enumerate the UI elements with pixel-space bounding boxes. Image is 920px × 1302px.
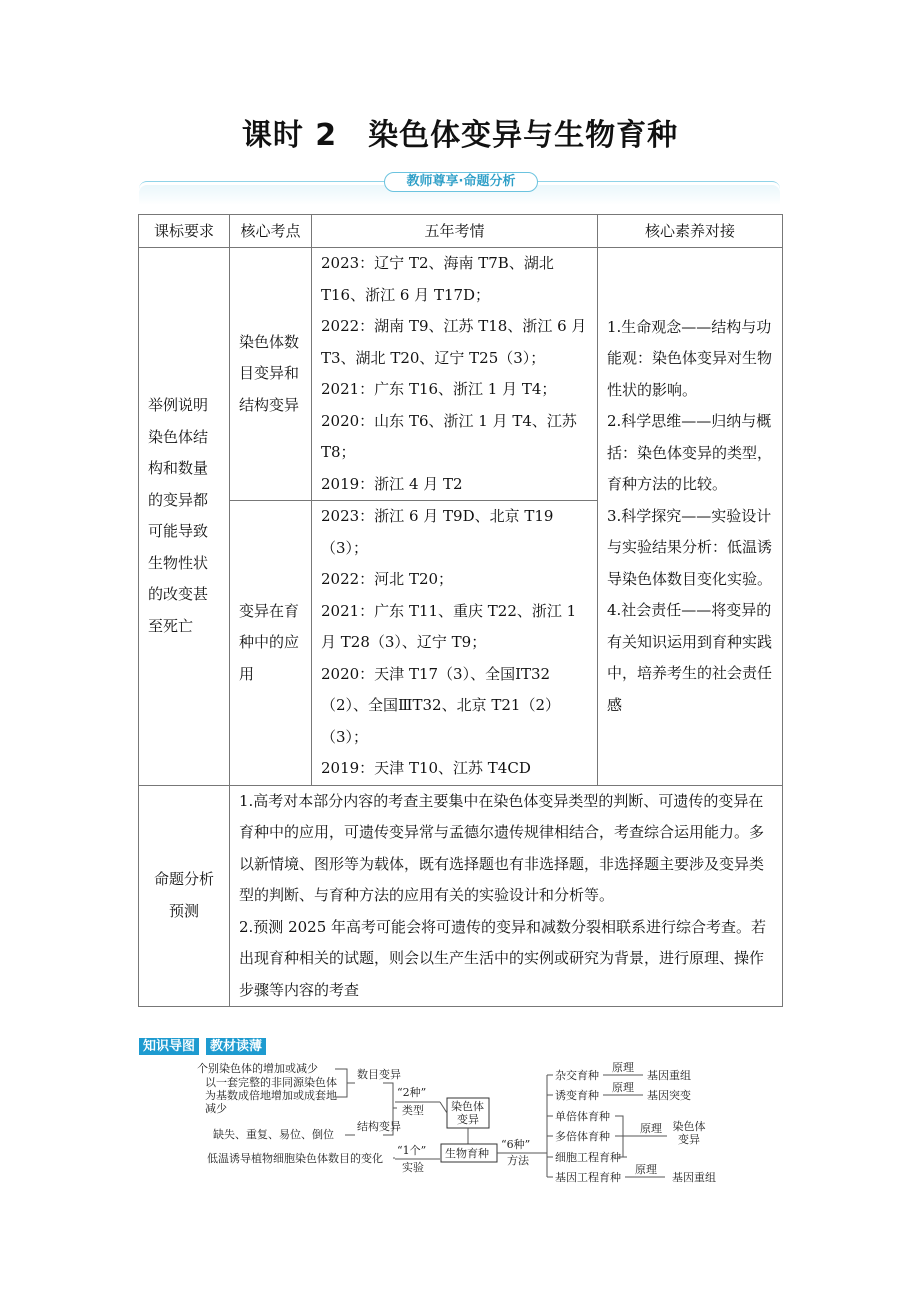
types-label: 类型 — [402, 1104, 424, 1117]
one-exp: “1个” — [397, 1144, 427, 1157]
tag-textbook: 教材读薄 — [206, 1038, 266, 1055]
exams-cell — [312, 501, 598, 786]
method-item: 杂交育种 — [555, 1069, 599, 1082]
banner-label: 教师尊享·命题分析 — [384, 172, 538, 192]
analysis-table — [138, 214, 783, 1007]
left-item: 缺失、重复、易位、倒位 — [213, 1128, 334, 1141]
header-exams: 五年考情 — [312, 215, 598, 248]
left-item-wrap — [205, 1076, 345, 1126]
left-item: 以一套完整的非同源染色体为基数成倍地增加或成套地减少 — [205, 1076, 337, 1115]
forecast-label: 命题分析预测 — [139, 785, 230, 1007]
method-item: 诱变育种 — [555, 1089, 599, 1102]
method-item: 细胞工程育种 — [555, 1151, 621, 1164]
six-kinds: “6种” — [501, 1138, 531, 1151]
mind-map — [195, 1060, 735, 1190]
literacy-item: 3.科学探究——实验设计与实验结果分析：低温诱导染色体数目变化实验。 — [607, 506, 773, 588]
breeding-label: 生物育种 — [445, 1147, 489, 1160]
forecast-cell — [230, 785, 783, 1007]
principle-value: 基因重组 — [672, 1171, 716, 1184]
connector — [440, 1102, 447, 1113]
principle-label: 原理 — [612, 1061, 634, 1074]
literacy-item: 1.生命观念——结构与功能观：染色体变异对生物性状的影响。 — [607, 317, 773, 399]
literacy-cell — [598, 248, 783, 786]
exam-line: 2020：山东 T6、浙江 1 月 T4、江苏 T8； — [321, 411, 577, 461]
page-title: 课时 2 染色体变异与生物育种 — [241, 118, 679, 153]
tag-knowledge-map: 知识导图 — [139, 1038, 199, 1055]
principle-label: 原理 — [635, 1163, 657, 1176]
forecast-item: 2.预测 2025 年高考可能会将可遗传的变异和减数分裂相联系进行综合考查。若出现育种相关的试题，则会以生产生活中的实例或研究为背景，进行原理、操作步骤等内容的考查 — [239, 917, 767, 999]
method-item: 多倍体育种 — [555, 1130, 610, 1143]
exp-label: 实验 — [402, 1161, 424, 1174]
header-topic: 核心考点 — [230, 215, 312, 248]
requirement-cell: 举例说明染色体结构和数量的变异都可能导致生物性状的改变甚至死亡 — [139, 248, 230, 786]
method-item: 单倍体育种 — [555, 1110, 610, 1123]
principle-label: 原理 — [640, 1122, 662, 1135]
methods-label: 方法 — [507, 1154, 529, 1167]
exam-line: 2022：河北 T20； — [321, 570, 454, 588]
exam-line: 2019：天津 T10、江苏 T4CD — [321, 759, 531, 777]
topic-cell: 变异在育种中的应用 — [230, 501, 312, 786]
header-literacy: 核心素养对接 — [598, 215, 783, 248]
exams-cell — [312, 248, 598, 501]
exam-line: 2023：辽宁 T2、海南 T7B、湖北 T16、浙江 6 月 T17D； — [321, 254, 554, 304]
literacy-item: 2.科学思维——归纳与概括：染色体变异的类型，育种方法的比较。 — [607, 412, 773, 493]
exam-line: 2020：天津 T17（3）、全国ⅠT32（2）、全国ⅢT32、北京 T21（2）（3）； — [321, 664, 561, 746]
exam-line: 2019：浙江 4 月 T2 — [321, 474, 463, 493]
principle-value: 染色体变异 — [672, 1120, 706, 1146]
connector — [547, 1075, 553, 1177]
exam-line: 2021：广东 T16、浙江 1 月 T4； — [321, 380, 557, 398]
principle-value: 基因突变 — [647, 1089, 691, 1102]
header-requirement: 课标要求 — [139, 215, 230, 248]
principle-value-wrap — [669, 1120, 709, 1152]
exam-line: 2021：广东 T11、重庆 T22、浙江 1 月 T28（3）、辽宁 T9； — [321, 601, 577, 651]
forecast-item: 1.高考对本部分内容的考查主要集中在染色体变异类型的判断、可遗传的变异在育种中的应用，可遗传变异常与孟德尔遗传规律相结合，考查综合运用能力。多以新情境、图形等为载体，既有选择题也有非选择题，非选择题主要涉及变异类型的判断、与育种方法的应用有关的实验设计和分析等。 — [239, 791, 765, 904]
two-types: “2种” — [397, 1086, 427, 1099]
left-item: 低温诱导植物细胞染色体数目的变化 — [207, 1152, 383, 1165]
center-label: 染色体 — [451, 1100, 484, 1113]
principle-value: 基因重组 — [647, 1069, 691, 1082]
principle-label: 原理 — [612, 1081, 634, 1094]
exam-line: 2022：湖南 T9、江苏 T18、浙江 6 月 T3、湖北 T20、辽宁 T25（3）； — [321, 317, 587, 367]
center-label: 变异 — [457, 1113, 479, 1126]
method-item: 基因工程育种 — [555, 1171, 621, 1184]
struct-var-label: 结构变异 — [357, 1120, 401, 1133]
num-var-label: 数目变异 — [357, 1068, 401, 1081]
topic-cell: 染色体数目变异和结构变异 — [230, 248, 312, 501]
literacy-item: 4.社会责任——将变异的有关知识运用到育种实践中，培养考生的社会责任感 — [607, 601, 773, 714]
exam-line: 2023：浙江 6 月 T9D、北京 T19（3）； — [321, 507, 554, 557]
left-item: 个别染色体的增加或减少 — [197, 1062, 318, 1075]
